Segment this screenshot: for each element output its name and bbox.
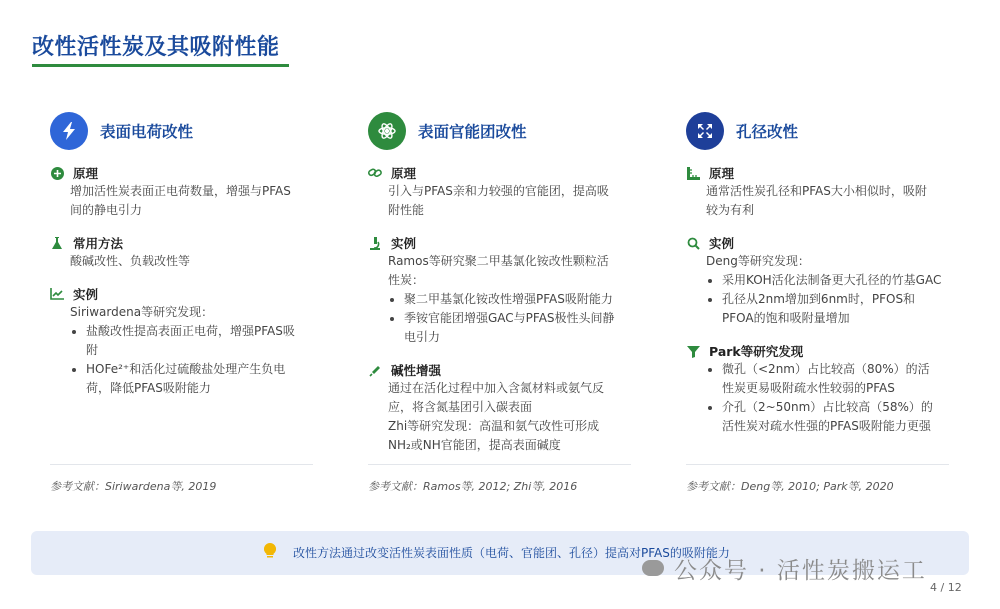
body-line: 引入与PFAS亲和力较强的官能团，提高吸 <box>388 184 609 198</box>
filter-icon <box>686 344 700 358</box>
section-title: 常用方法 <box>73 236 124 251</box>
divider <box>686 464 949 465</box>
reference-text: 参考文献：Ramos等, 2012; Zhi等, 2016 <box>368 480 578 493</box>
column-surface-charge <box>50 112 318 412</box>
section-title: Park等研究发现 <box>709 344 804 359</box>
body-line: 间的静电引力 <box>70 203 143 217</box>
section-title: 原理 <box>73 166 99 181</box>
ruler-icon <box>686 166 700 180</box>
bolt-icon <box>50 112 88 150</box>
page-title: 改性活性炭及其吸附性能 <box>32 35 280 60</box>
plus-circle-icon <box>50 166 64 180</box>
list-item: • 季铵官能团增强GAC与PFAS极性头间静 电引力 <box>404 309 636 347</box>
page-number: 4 / 12 <box>930 581 962 594</box>
syringe-icon <box>368 363 382 377</box>
body-line: Ramos等研究聚二甲基氯化铵改性颗粒活 <box>388 254 609 268</box>
divider <box>368 464 631 465</box>
body-line: Siriwardena等研究发现： <box>70 305 214 319</box>
summary-text: 改性方法通过改变活性炭表面性质（电荷、官能团、孔径）提高对PFAS的吸附能力 <box>293 546 730 560</box>
body-line: 增加活性炭表面正电荷数量，增强与PFAS <box>70 184 291 198</box>
title-underline <box>32 64 289 67</box>
expand-arrows-icon <box>686 112 724 150</box>
column-title: 孔径改性 <box>736 123 799 141</box>
body-line: NH₂或NH官能团，提高表面碱度 <box>388 438 561 452</box>
reference-text: 参考文献：Siriwardena等, 2019 <box>50 480 217 493</box>
section-title: 实例 <box>391 236 417 251</box>
body-line: Deng等研究发现： <box>706 254 810 268</box>
body-line: 性炭： <box>388 273 425 287</box>
body-line: Zhi等研究发现：高温和氨气改性可形成 <box>388 419 600 433</box>
list-item: • 介孔（2~50nm）占比较高（58%）的 活性炭对疏水性强的PFAS吸附能力更强 <box>722 398 954 436</box>
lightbulb-icon <box>264 543 276 563</box>
watermark: 公众号 · 活性炭搬运工 <box>674 558 927 584</box>
search-icon <box>686 236 700 250</box>
column-title: 表面电荷改性 <box>100 123 194 141</box>
list-item: • 采用KOH活化法制备更大孔径的竹基GAC <box>722 271 954 290</box>
list-item: • 孔径从2nm增加到6nm时，PFOS和 PFOA的饱和吸附量增加 <box>722 290 954 328</box>
divider <box>50 464 313 465</box>
body-line: 应，将含氮基团引入碳表面 <box>388 400 533 414</box>
section-title: 实例 <box>73 287 99 302</box>
microscope-icon <box>368 236 382 250</box>
section-title: 原理 <box>709 166 735 181</box>
list-item: • HOFe²⁺和活化过硫酸盐处理产生负电 荷，降低PFAS吸附能力 <box>86 360 318 398</box>
atom-icon <box>368 112 406 150</box>
link-icon <box>368 166 382 180</box>
section-title: 原理 <box>391 166 417 181</box>
body-line: 附性能 <box>388 203 425 217</box>
section-title: 碱性增强 <box>391 363 442 378</box>
list-item: • 微孔（<2nm）占比较高（80%）的活 性炭更易吸附疏水性较弱的PFAS <box>722 360 954 398</box>
list-item: • 聚二甲基氯化铵改性增强PFAS吸附能力 <box>404 290 636 309</box>
column-functional-group <box>368 112 636 469</box>
list-item: • 盐酸改性提高表面正电荷，增强PFAS吸 附 <box>86 322 318 360</box>
reference-text: 参考文献：Deng等, 2010; Park等, 2020 <box>686 480 894 493</box>
body-line: 通过在活化过程中加入含氮材料或氨气反 <box>388 381 605 395</box>
column-title: 表面官能团改性 <box>418 123 527 141</box>
chart-line-icon <box>50 287 64 301</box>
body-line: 通常活性炭孔径和PFAS大小相似时，吸附 <box>706 184 927 198</box>
body-line: 较为有利 <box>706 203 755 217</box>
flask-icon <box>50 236 64 250</box>
body-line: 酸碱改性、负载改性等 <box>70 254 191 268</box>
section-title: 实例 <box>709 236 735 251</box>
column-pore-size <box>686 112 954 450</box>
